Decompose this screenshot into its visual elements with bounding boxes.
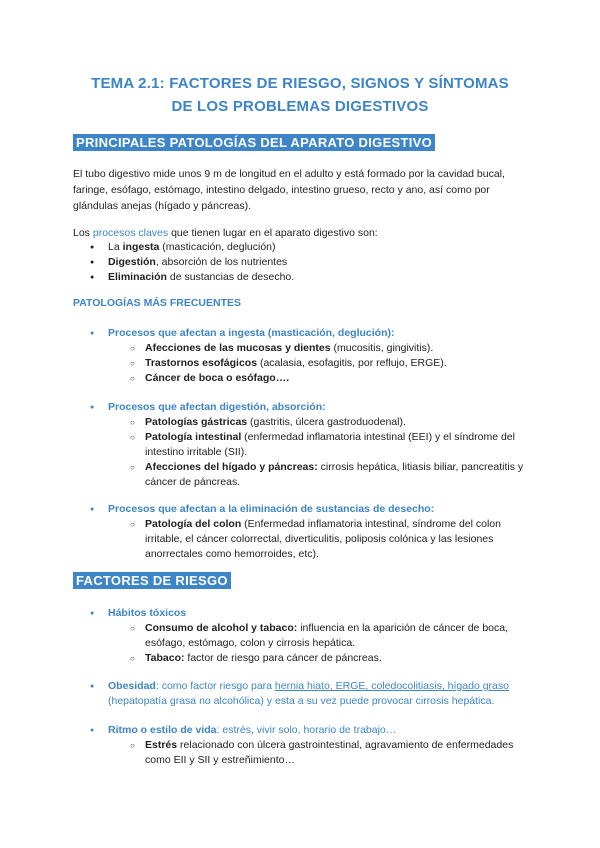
procesos-list xyxy=(90,240,540,285)
item-bold: Afecciones de las mucosas y dientes xyxy=(145,342,331,354)
item-bold: Tabaco: xyxy=(145,652,185,664)
item-bold: Estrés xyxy=(145,739,178,751)
list-item xyxy=(130,371,530,386)
item-text: influencia en la aparición de cáncer de boca, esófago, estómago, colon y cirrosis hepática. xyxy=(145,622,509,649)
list-item xyxy=(90,255,540,270)
group-label: ● Procesos que afectan a ingesta (masticación, deglución): xyxy=(90,326,540,341)
item-bold: Patología del colon xyxy=(145,518,242,530)
ritmo-label: Ritmo o estilo de vida xyxy=(108,724,217,736)
item-text: relacionado con úlcera gastrointestinal, agravamiento de enfermedades como EII y SII y estreñimiento… xyxy=(145,739,514,766)
group-ingesta xyxy=(90,326,540,341)
item-text: de sustancias de desecho. xyxy=(166,271,295,283)
item-bold: Consumo de alcohol y tabaco: xyxy=(145,622,298,634)
item-bold: Patologías gástricas xyxy=(145,416,248,428)
list-item xyxy=(130,356,530,371)
title-line-2: DE LOS PROBLEMAS DIGESTIVOS xyxy=(171,98,429,115)
obesidad-text-1: : como factor riesgo para xyxy=(155,680,275,692)
group-digestion-items xyxy=(130,415,530,490)
page-title xyxy=(40,72,560,118)
item-bold: Cáncer de boca o esófago…. xyxy=(145,372,290,384)
item-text: (enfermedad inflamatoria intestinal (EEI) y el síndrome del intestino irritable (SII). xyxy=(145,431,515,458)
group-habitos xyxy=(90,606,540,621)
item-bold: Trastornos esofágicos xyxy=(145,357,258,369)
procesos-suffix: que tienen lugar en el aparato digestivo son: xyxy=(168,227,378,239)
item-bold: Patología intestinal xyxy=(145,431,242,443)
section-heading-patologias: PRINCIPALES PATOLOGÍAS DEL APARATO DIGESTIVO xyxy=(73,134,435,151)
item-bold: Afecciones del hígado y páncreas: xyxy=(145,461,318,473)
group-digestion xyxy=(90,400,540,415)
obesidad-underlined: hernia hiato, ERGE, coledocolitiasis, hígado graso xyxy=(274,680,509,692)
group-eliminacion-items xyxy=(130,517,530,562)
group-label: ● Procesos que afectan a la eliminación de sustancias de desecho: xyxy=(90,502,540,517)
item-text: (gastritis, úlcera gastroduodenal). xyxy=(247,416,406,428)
group-label: ● Procesos que afectan digestión, absorción: xyxy=(90,400,540,415)
group-habitos-items xyxy=(130,621,530,666)
list-item xyxy=(130,341,530,356)
list-item xyxy=(130,460,530,490)
subheading-patologias-frecuentes: PATOLOGÍAS MÁS FRECUENTES xyxy=(73,297,242,309)
list-item xyxy=(90,723,540,738)
list-item xyxy=(90,679,540,709)
procesos-intro xyxy=(73,225,533,241)
list-item xyxy=(130,651,530,666)
list-item xyxy=(130,415,530,430)
procesos-prefix: Los xyxy=(73,227,93,239)
obesidad-text-2: (hepatopatía grasa no alcohólica) y esta a su vez puede provocar cirrosis hepática. xyxy=(108,695,495,707)
item-text: (mucositis, gingivitis). xyxy=(330,342,434,354)
item-text: factor de riesgo para cáncer de páncreas. xyxy=(184,652,382,664)
list-item xyxy=(90,270,540,285)
item-text: (masticación, deglución) xyxy=(159,241,276,253)
list-item xyxy=(90,240,540,255)
group-label: ● Hábitos tóxicos xyxy=(90,606,540,621)
group-ritmo-items xyxy=(130,738,530,768)
item-text: (acalasia, esofagitis, por reflujo, ERGE). xyxy=(257,357,447,369)
group-ingesta-items xyxy=(130,341,530,386)
item-bold: Eliminación xyxy=(108,271,167,283)
title-line-1: TEMA 2.1: FACTORES DE RIESGO, SIGNOS Y SÍNTOMAS xyxy=(91,75,509,92)
procesos-claves-link: procesos claves xyxy=(92,227,169,239)
list-item xyxy=(130,738,530,768)
list-item xyxy=(130,430,530,460)
intro-paragraph: El tubo digestivo mide unos 9 m de longitud en el adulto y está formado por la cavidad bucal, faringe, esófago, estómago, intestino delgado, intestino grueso, recto y ano, así como por glándulas anejas (hígado y páncreas). xyxy=(73,168,505,212)
item-bold: ingesta xyxy=(122,241,160,253)
group-obesidad xyxy=(90,679,540,709)
section-heading-factores: FACTORES DE RIESGO xyxy=(73,572,231,589)
ritmo-text: : estrés, vivir solo, horario de trabajo… xyxy=(216,724,397,736)
group-eliminacion xyxy=(90,502,540,517)
obesidad-label: Obesidad xyxy=(108,680,156,692)
list-item xyxy=(130,517,530,562)
item-text: (Enfermedad inflamatoria intestinal, síndrome del colon irritable, el cáncer colorrectal, diverticulitis, poliposis colónica y las lesiones anorrectales como hemorroides, etc). xyxy=(145,518,501,560)
item-bold: Digestión xyxy=(108,256,156,268)
item-text: cirrosis hepática, litiasis biliar, pancreatitis y cáncer de páncreas. xyxy=(145,461,524,488)
item-text: , absorción de los nutrientes xyxy=(155,256,288,268)
group-ritmo xyxy=(90,723,540,738)
item-prefix: La xyxy=(108,241,123,253)
list-item xyxy=(130,621,530,651)
